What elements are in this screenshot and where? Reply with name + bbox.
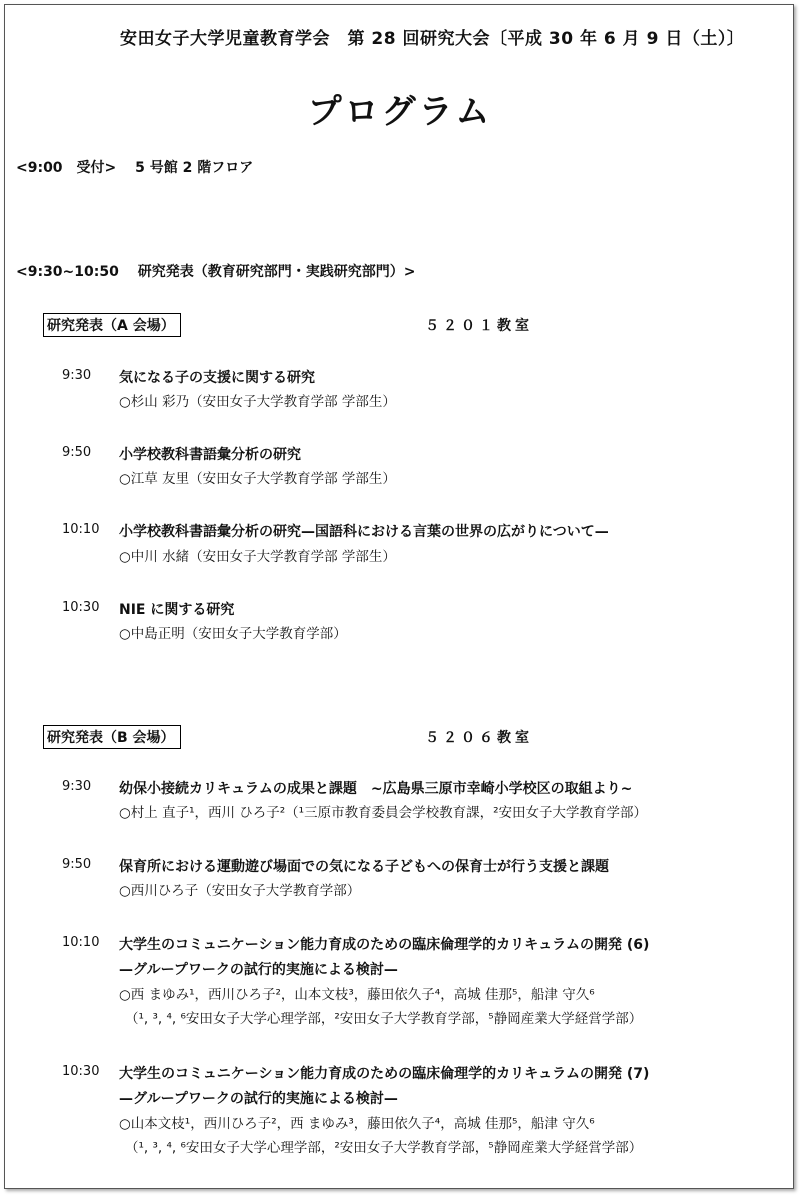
- talk-a4-title: NIE に関する研究: [119, 602, 235, 618]
- talk-b3-presenter: ○西 まゆみ¹，西川ひろ子²，山本文枝³，藤田依久子⁴，高城 佳那⁵，船津 守久⁶: [119, 987, 595, 1003]
- talk-b3-title: 大学生のコミュニケーション能力育成のための臨床倫理学的カリキュラムの開発 (6): [119, 937, 650, 953]
- talk-b4-affiliation: （¹, ³, ⁴, ⁶安田女子大学心理学部，²安田女子大学教育学部，⁵静岡産業大学経営学部）: [125, 1140, 643, 1156]
- talk-a4-presenter: ○中島正明（安田女子大学教育学部）: [119, 626, 347, 642]
- talk-b3-subtitle: —グループワークの試行的実施による検討—: [119, 962, 398, 978]
- conference-header: 安田女子大学児童教育学会 第 28 回研究大会〔平成 30 年 6 月 9 日（土）〕: [120, 29, 745, 49]
- talk-b3-time: 10:10: [62, 935, 100, 950]
- venue-b-room: ５２０６教室: [425, 730, 533, 746]
- talk-b4-subtitle: —グループワークの試行的実施による検討—: [119, 1091, 398, 1107]
- talk-b4-time: 10:30: [62, 1064, 100, 1079]
- page-title: プログラム: [307, 92, 493, 132]
- talk-b2-presenter: ○西川ひろ子（安田女子大学教育学部）: [119, 883, 361, 899]
- venue-a-label: 研究発表（A 会場）: [43, 313, 181, 337]
- talk-b4-presenter: ○山本文枝¹，西川ひろ子²，西 まゆみ³，藤田依久子⁴，高城 佳那⁵，船津 守久⁶: [119, 1116, 595, 1132]
- talk-b1-time: 9:30: [62, 779, 92, 794]
- talk-a2-time: 9:50: [62, 445, 92, 460]
- talk-a3-title: 小学校教科書語彙分析の研究—国語科における言葉の世界の広がりについて—: [119, 524, 609, 540]
- talk-b1-presenter: ○村上 直子¹，西川 ひろ子²（¹三原市教育委員会学校教育課，²安田女子大学教育学部）: [119, 805, 648, 821]
- session-heading: <9:30~10:50 研究発表（教育研究部門・実践研究部門）>: [16, 264, 416, 280]
- reception-line: <9:00 受付> 5 号館 2 階フロア: [16, 160, 254, 176]
- venue-a-room: ５２０１教室: [425, 318, 533, 334]
- talk-a3-time: 10:10: [62, 522, 100, 537]
- talk-a4-time: 10:30: [62, 600, 100, 615]
- talk-b1-title: 幼保小接続カリキュラムの成果と課題 ~広島県三原市幸崎小学校区の取組より~: [119, 781, 633, 797]
- talk-a1-title: 気になる子の支援に関する研究: [119, 370, 315, 386]
- talk-a1-time: 9:30: [62, 368, 92, 383]
- talk-b3-affiliation: （¹, ³, ⁴, ⁶安田女子大学心理学部，²安田女子大学教育学部，⁵静岡産業大学経営学部）: [125, 1011, 643, 1027]
- talk-a2-presenter: ○江草 友里（安田女子大学教育学部 学部生）: [119, 471, 396, 487]
- talk-b4-title: 大学生のコミュニケーション能力育成のための臨床倫理学的カリキュラムの開発 (7): [119, 1066, 650, 1082]
- talk-a2-title: 小学校教科書語彙分析の研究: [119, 447, 301, 463]
- talk-a3-presenter: ○中川 水緒（安田女子大学教育学部 学部生）: [119, 549, 396, 565]
- talk-a1-presenter: ○杉山 彩乃（安田女子大学教育学部 学部生）: [119, 394, 396, 410]
- talk-b2-title: 保育所における運動遊び場面での気になる子どもへの保育士が行う支援と課題: [119, 859, 609, 875]
- venue-b-label: 研究発表（B 会場）: [43, 725, 181, 749]
- talk-b2-time: 9:50: [62, 857, 92, 872]
